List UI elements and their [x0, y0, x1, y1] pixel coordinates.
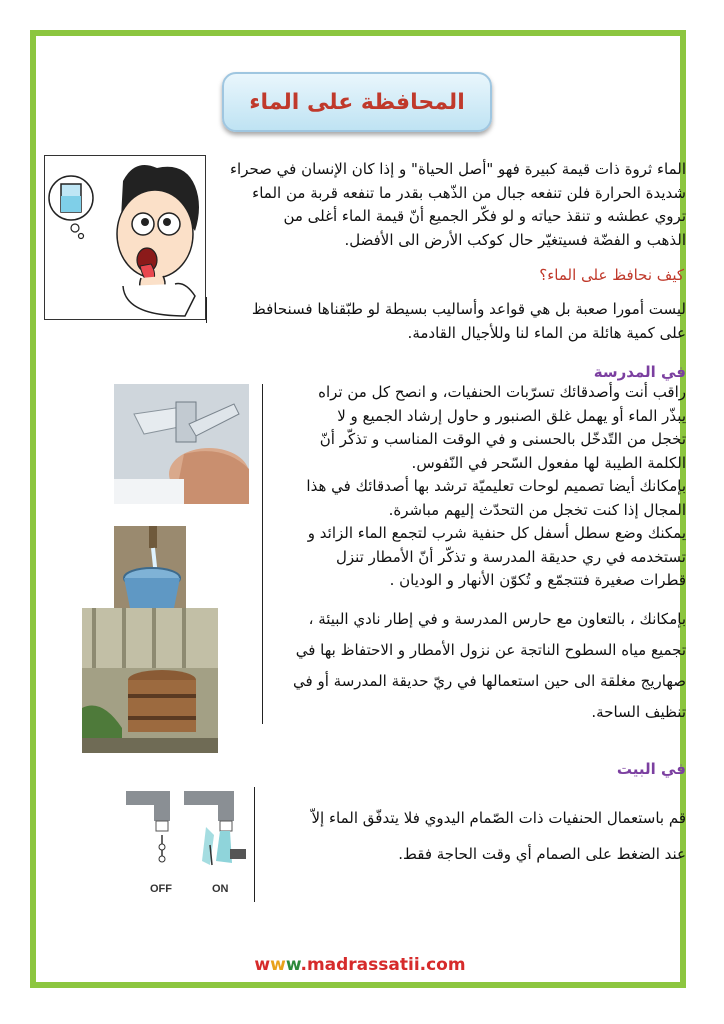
- off-label: OFF: [150, 883, 172, 895]
- title-box: [222, 72, 492, 132]
- roof-line: صهاريج مغلقة الى حين استعمالها في ريّ حديقة المدرسة أو في: [293, 672, 686, 690]
- footer-w3: w: [285, 955, 301, 975]
- home-heading: في البيت: [616, 760, 686, 778]
- footer-w1: w: [254, 955, 271, 975]
- footer-website[interactable]: [220, 955, 500, 975]
- school-line: راقب أنت وأصدقائك تسرّبات الحنفيات، و انصح كل من تراه: [318, 383, 686, 401]
- roof-line: تجميع مياه السطوح الناتجة عن نزول الأمطار و الاحتفاظ بها في: [295, 641, 686, 659]
- school-heading: في المدرسة: [593, 363, 686, 381]
- school-line: قطرات صغيرة فتتجمّع و تُكوّن الأنهار و الوديان .: [389, 571, 686, 589]
- divider-line: [254, 787, 255, 902]
- tap-photo: [114, 384, 249, 504]
- school-paragraph: [256, 381, 686, 593]
- how-line: على كمية هائلة من الماء لنا وللأجيال القادمة.: [407, 323, 686, 342]
- school-line: تخجل من التّدخّل بالحسنى و في الوقت المناسب و تذكّر أنّ: [319, 430, 686, 448]
- footer-domain: .madrassatii.com: [300, 955, 466, 975]
- how-line: ليست أمورا صعبة بل هي قواعد وأساليب بسيطة لو طبّقناها فسنحافظ: [251, 300, 686, 318]
- thirsty-boy-illustration: [44, 155, 206, 320]
- intro-line: الماء ثروة ذات قيمة كبيرة فهو "أصل الحياة" و إذا كان الإنسان في صحراء: [230, 160, 686, 178]
- roof-line: بإمكانك ، بالتعاون مع حارس المدرسة و في إطار نادي البيئة ،: [308, 610, 686, 628]
- roof-water-paragraph: [256, 604, 686, 728]
- home-line: قم باستعمال الحنفيات ذات الصّمام اليدوي فلا يتدفّق الماء إلاّ: [311, 809, 686, 827]
- school-line: المجال إذا كنت تخجل من التحدّث إليهم مباشرة.: [388, 500, 686, 519]
- footer-w2: w: [270, 955, 286, 975]
- intro-line: تروي عطشه و تنقذ حياته و لو فكّر الجميع أنّ قيمة الماء أغلى من: [283, 207, 686, 225]
- school-line: يمكنك وضع سطل أسفل كل حنفية شرب لتجمع الماء الزائد و: [307, 524, 686, 542]
- school-line: الكلمة الطيبة لها مفعول السّحر في النّفوس.: [411, 453, 686, 472]
- page-title: المحافظة على الماء: [249, 89, 465, 115]
- on-label: ON: [212, 883, 229, 895]
- how-paragraph: [216, 298, 686, 345]
- how-heading: كيف نحافظ على الماء؟: [539, 266, 684, 284]
- school-line: يبذّر الماء أو يهمل غلق الصنبور و حاول إرشاد الجميع و لا: [337, 406, 686, 425]
- home-paragraph: [256, 800, 686, 872]
- school-line: بإمكانك أيضا تصميم لوحات تعليميّة ترشد بها أصدقائك في هذا: [306, 477, 686, 495]
- divider-line: [206, 297, 207, 323]
- rain-barrel-photo: [82, 608, 218, 753]
- taps-off-on-illustration: [120, 785, 250, 900]
- intro-line: شديدة الحرارة فلن تنفعه جبال من الذّهب بقدر ما تنفعه قربة من الماء: [252, 183, 686, 202]
- bucket-photo: [114, 526, 186, 608]
- intro-line: الذهب و الفضّة فسيتغيّر حال كوكب الأرض الى الأفضل.: [344, 230, 686, 249]
- roof-line: تنظيف الساحة.: [591, 703, 686, 721]
- home-line: عند الضغط على الصمام أي وقت الحاجة فقط.: [398, 845, 686, 863]
- school-line: تستخدمه في ري حديقة المدرسة و تذكّر أنّ الأمطار تنزل: [335, 547, 686, 566]
- intro-paragraph: [216, 158, 686, 252]
